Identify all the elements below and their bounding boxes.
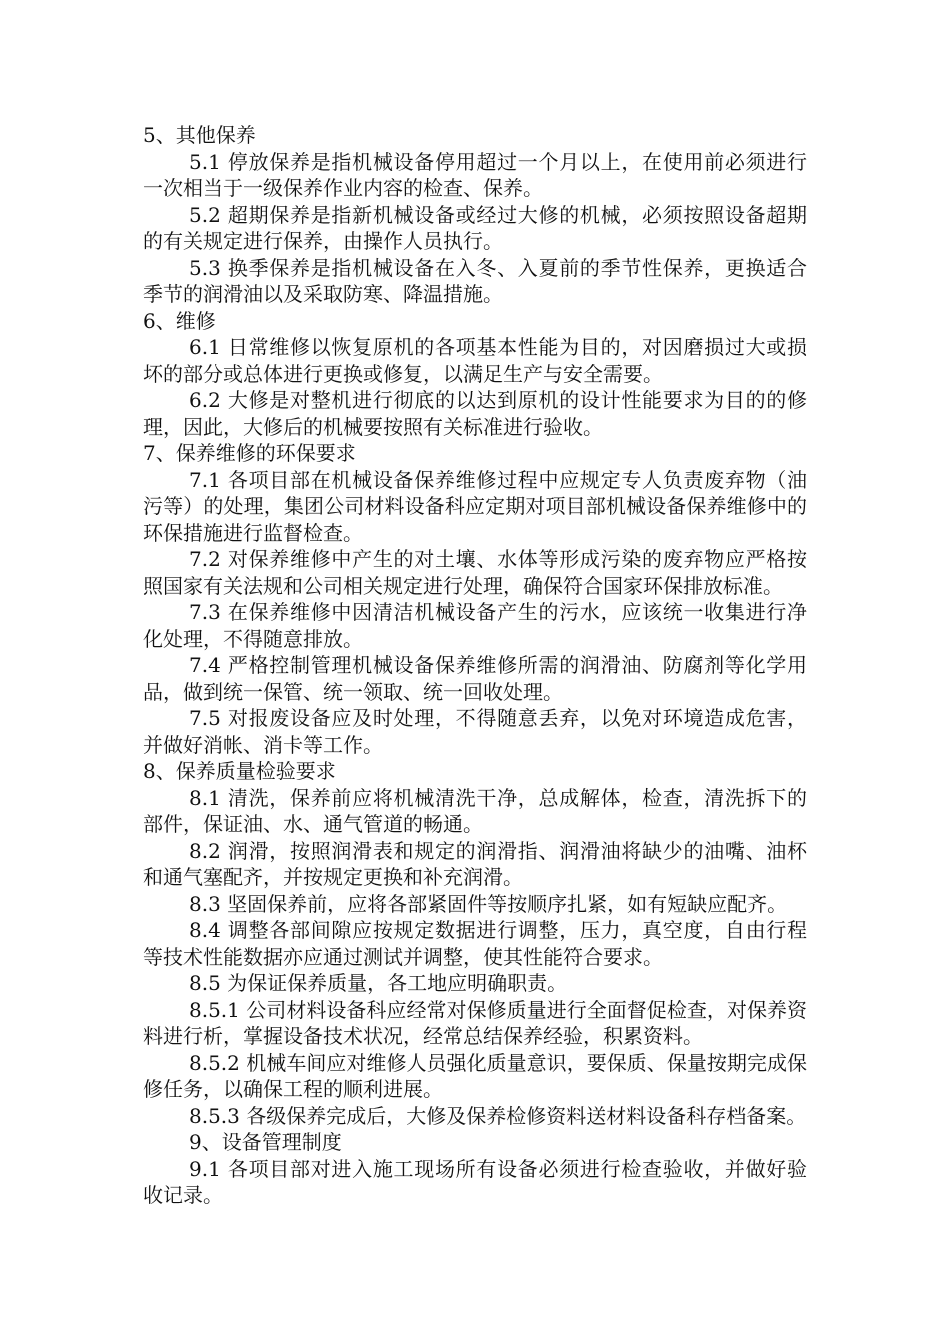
section-heading: 8、保养质量检验要求: [143, 759, 336, 783]
paragraph: 8.5.1 公司材料设备科应经常对保修质量进行全面督促检查，对保养资料进行析，掌握设备技术状况，经常总结保养经验，积累资料。: [143, 997, 807, 1048]
paragraph: 7.4 严格控制管理机械设备保养维修所需的润滑油、防腐剂等化学用品，做到统一保管、统一领取、统一回收处理。: [143, 653, 807, 704]
section-heading: 6、维修: [143, 308, 216, 333]
paragraph: 6.2 大修是对整机进行彻底的以达到原机的设计性能要求为目的的修理，因此，大修后的机械要按照有关标准进行验收。: [143, 388, 807, 439]
paragraph: 7.1 各项目部在机械设备保养维修过程中应规定专人负责废弃物（油污等）的处理，集团公司材料设备科应定期对项目部机械设备保养维修中的环保措施进行监督检查。: [143, 467, 807, 545]
paragraph: 8.1 清洗，保养前应将机械清洗干净，总成解体，检查，清洗拆下的部件，保证油、水、通气管道的畅通。: [143, 785, 807, 836]
paragraph: 8.5.2 机械车间应对维修人员强化质量意识，要保质、保量按期完成保修任务，以确保工程的顺利进展。: [143, 1050, 807, 1101]
paragraph: 7.3 在保养维修中因清洁机械设备产生的污水，应该统一收集进行净化处理，不得随意排放。: [143, 600, 807, 651]
paragraph: 8.2 润滑，按照润滑表和规定的润滑指、润滑油将缺少的油嘴、油杯和通气塞配齐，并按规定更换和补充润滑。: [143, 838, 807, 889]
paragraph: 5.1 停放保养是指机械设备停用超过一个月以上，在使用前必须进行一次相当于一级保养作业内容的检查、保养。: [143, 149, 807, 200]
paragraph: 6.1 日常维修以恢复原机的各项基本性能为目的，对因磨损过大或损坏的部分或总体进行更换或修复，以满足生产与安全需要。: [143, 335, 807, 386]
paragraph: 7.5 对报废设备应及时处理，不得随意丢弃，以免对环境造成危害，并做好消帐、消卡等工作。: [143, 706, 807, 757]
paragraph: 8.4 调整各部间隙应按规定数据进行调整，压力，真空度，自由行程等技术性能数据亦应通过测试并调整，使其性能符合要求。: [143, 918, 807, 969]
paragraph: 8.5 为保证保养质量，各工地应明确职责。: [189, 971, 568, 995]
paragraph: 8.3 坚固保养前，应将各部紧固件等按顺序扎紧，如有短缺应配齐。: [189, 891, 788, 916]
paragraph: 8.5.3 各级保养完成后，大修及保养检修资料送材料设备科存档备案。: [189, 1103, 807, 1128]
paragraph: 5.2 超期保养是指新机械设备或经过大修的机械，必须按照设备超期的有关规定进行保养，由操作人员执行。: [143, 202, 807, 253]
section-heading: 7、保养维修的环保要求: [143, 441, 356, 465]
paragraph: 9.1 各项目部对进入施工现场所有设备必须进行检查验收，并做好验收记录。: [143, 1156, 807, 1207]
paragraph: 7.2 对保养维修中产生的对土壤、水体等形成污染的废弃物应严格按照国家有关法规和公司相关规定进行处理，确保符合国家环保排放标准。: [143, 547, 807, 598]
section-heading: 5、其他保养: [143, 123, 256, 147]
document-body: [143, 122, 807, 1209]
section-heading-indented: 9、设备管理制度: [189, 1130, 342, 1154]
paragraph: 5.3 换季保养是指机械设备在入冬、入夏前的季节性保养，更换适合季节的润滑油以及采取防寒、降温措施。: [143, 255, 807, 306]
